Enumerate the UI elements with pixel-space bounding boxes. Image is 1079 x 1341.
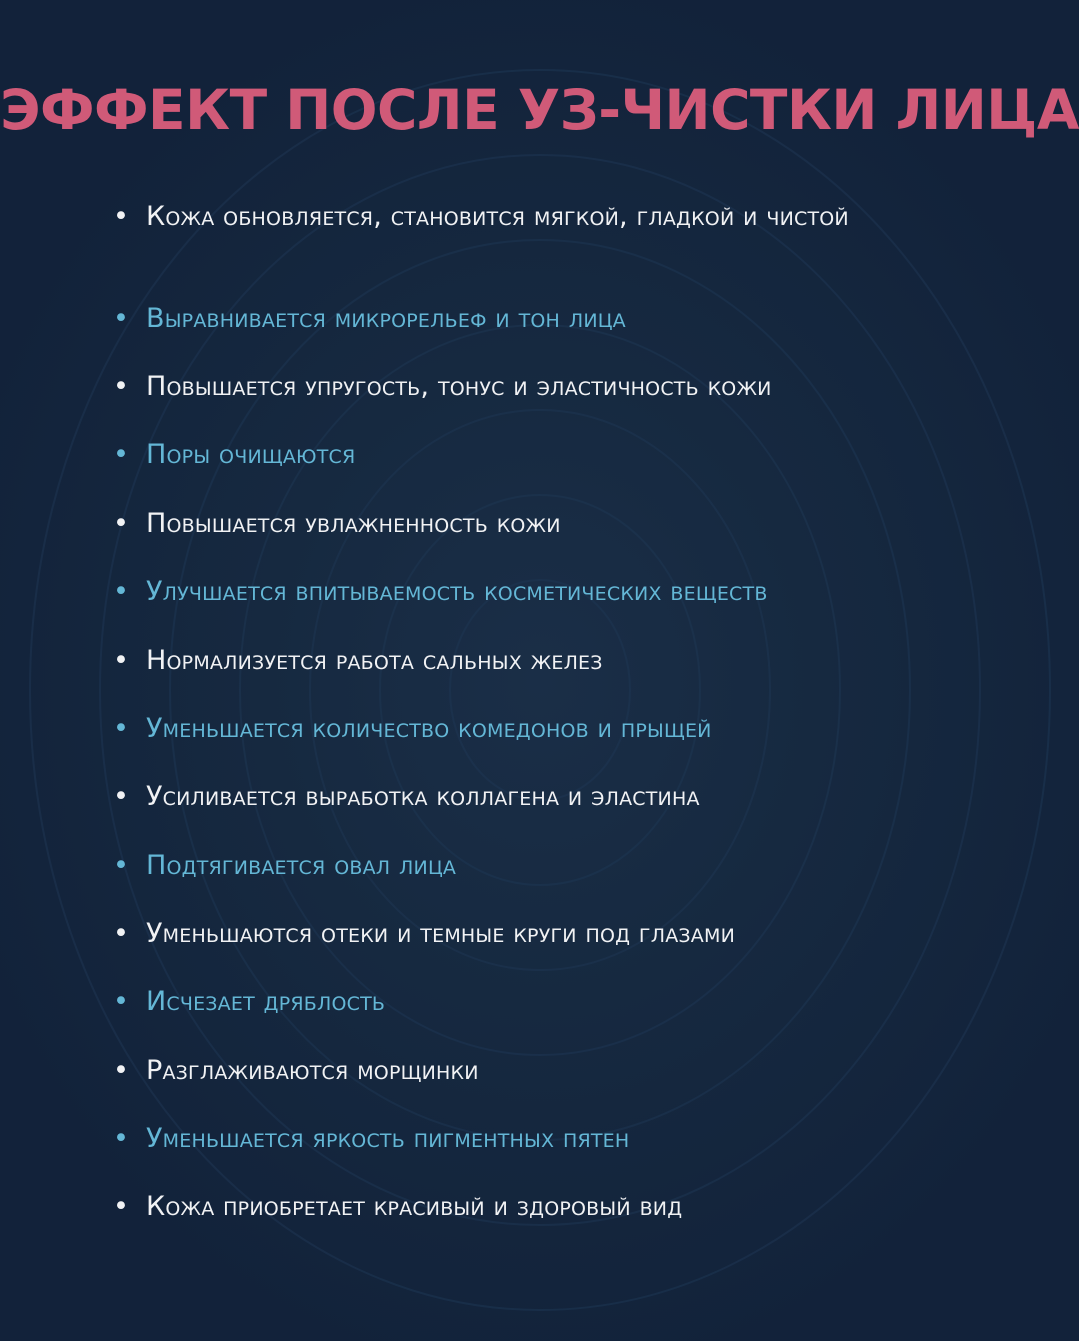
bullet: •	[113, 508, 130, 539]
list-item	[113, 1054, 1013, 1088]
bullet: •	[113, 576, 130, 607]
list-item	[113, 575, 1013, 609]
list-item	[113, 644, 1013, 678]
list-item-text: Уменьшаются отеки и темные круги под глазами	[146, 918, 735, 949]
bullet: •	[113, 371, 130, 402]
list-item-text: Подтягивается овал лица	[146, 850, 457, 881]
page-title: ЭФФЕКТ ПОСЛЕ УЗ-ЧИСТКИ ЛИЦА	[0, 78, 1079, 142]
list-item-text: Уменьшается количество комедонов и прыщей	[146, 713, 712, 744]
bullet: •	[113, 1191, 130, 1222]
list-item	[113, 849, 1013, 883]
list-item	[113, 370, 1013, 404]
list-item-text: Повышается увлажненность кожи	[146, 508, 561, 539]
list-item-text: Улучшается впитываемость косметических веществ	[146, 576, 768, 607]
list-item	[113, 438, 1013, 472]
list-item	[113, 200, 1013, 234]
list-item	[113, 1190, 1013, 1224]
list-item-text: Усиливается выработка коллагена и эластина	[146, 781, 700, 812]
bullet: •	[113, 1055, 130, 1086]
bullet: •	[113, 918, 130, 949]
bullet: •	[113, 713, 130, 744]
list-item-text: Выравнивается микрорельеф и тон лица	[146, 303, 626, 334]
list-item	[113, 780, 1013, 814]
bullet: •	[113, 645, 130, 676]
list-item	[113, 985, 1013, 1019]
list-item-text: Разглаживаются морщинки	[146, 1055, 479, 1086]
list-item-text: Нормализуется работа сальных желез	[146, 645, 603, 676]
list-item-text: Поры очищаются	[146, 439, 356, 470]
list-item-text: Повышается упругость, тонус и эластичность кожи	[146, 371, 772, 402]
bullet: •	[113, 439, 130, 470]
list-item-text: Кожа обновляется, становится мягкой, гладкой и чистой	[146, 201, 849, 232]
list-item-text: Уменьшается яркость пигментных пятен	[146, 1123, 630, 1154]
list-item	[113, 1122, 1013, 1156]
list-item-text: Исчезает дряблость	[146, 986, 386, 1017]
list-item	[113, 917, 1013, 951]
bullet: •	[113, 201, 130, 232]
list-item	[113, 302, 1013, 336]
list-item	[113, 712, 1013, 746]
bullet: •	[113, 850, 130, 881]
bullet: •	[113, 303, 130, 334]
list-item	[113, 507, 1013, 541]
bullet: •	[113, 781, 130, 812]
list-item-text: Кожа приобретает красивый и здоровый вид	[146, 1191, 683, 1222]
bullet: •	[113, 986, 130, 1017]
bullet: •	[113, 1123, 130, 1154]
